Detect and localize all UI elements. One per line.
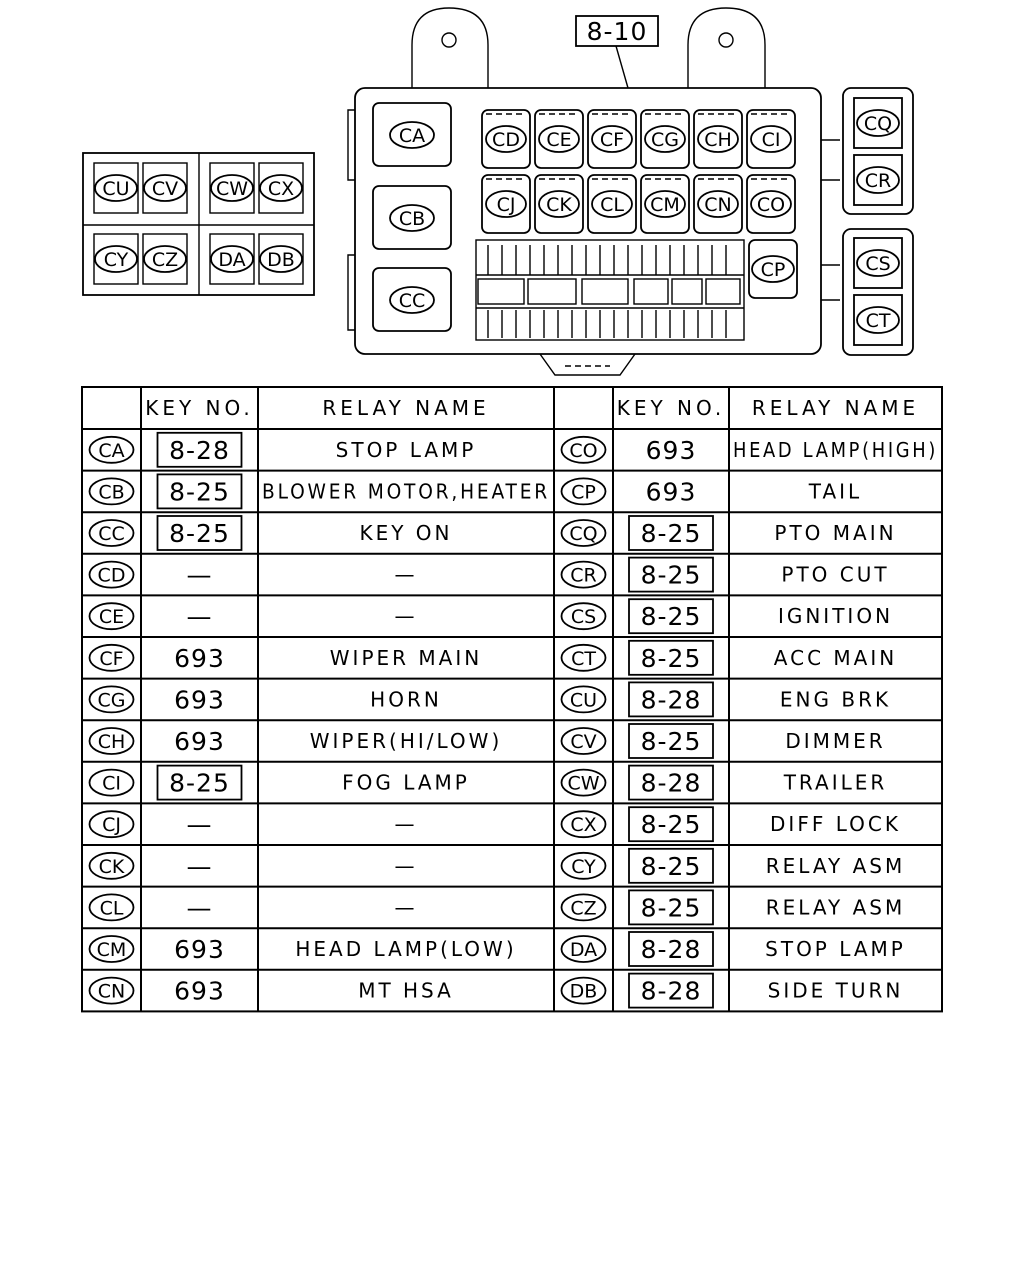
relay-name-left: BLOWER MOTOR,HEATER — [262, 479, 550, 504]
relay-name-right: SIDE TURN — [767, 978, 904, 1003]
key-no-right: 8-25 — [640, 727, 702, 756]
row-code-right-label: CZ — [570, 897, 597, 920]
row-code-right — [562, 478, 606, 504]
row-code-left — [90, 894, 134, 920]
relay-name-right: DIMMER — [785, 729, 886, 753]
relay-cm — [645, 191, 685, 217]
relay-cw-label: CW — [215, 178, 249, 200]
row-code-left-label: CI — [102, 772, 121, 795]
key-no-right: 8-28 — [640, 768, 702, 798]
relay-name-left: — — [394, 895, 418, 920]
row-code-right — [562, 686, 606, 712]
key-no-left: 693 — [174, 727, 225, 756]
relay-name-left: MT HSA — [358, 978, 454, 1003]
row-code-left — [90, 437, 134, 463]
relay-cf-label: CF — [599, 129, 625, 151]
row-code-left — [90, 603, 134, 629]
relay-name-right: PTO CUT — [781, 562, 890, 587]
relay-cj-label: CJ — [496, 194, 516, 216]
row-code-right-label: CR — [570, 564, 597, 587]
row-code-right-label: CX — [570, 814, 597, 837]
row-code-left-label: CN — [97, 980, 126, 1003]
relay-name-right: RELAY ASM — [765, 895, 906, 920]
relay-name-right: DIFF LOCK — [770, 812, 901, 837]
key-no-right: 8-25 — [640, 643, 702, 673]
relay-cv — [144, 175, 186, 201]
key-no-right: 8-25 — [640, 851, 702, 881]
relay-cj — [486, 191, 526, 217]
relay-name-right: IGNITION — [777, 604, 894, 629]
relay-ca — [390, 122, 434, 148]
key-no-left: — — [186, 560, 213, 590]
key-no-left: — — [186, 810, 213, 840]
table-row — [90, 724, 886, 758]
header-relay-name-right: RELAY NAME — [751, 396, 920, 420]
table-row — [90, 890, 906, 924]
key-no-left: 693 — [174, 935, 225, 964]
row-code-left — [90, 645, 134, 671]
key-no-right: 693 — [645, 435, 697, 465]
row-code-right — [562, 770, 606, 796]
relay-cf — [592, 126, 632, 152]
row-code-left-label: CM — [96, 939, 127, 961]
row-code-left — [90, 478, 134, 504]
row-code-left-label: CL — [99, 897, 124, 920]
relay-cv-label: CV — [151, 178, 179, 200]
table-row — [90, 974, 904, 1008]
row-code-right — [562, 936, 606, 962]
row-code-right-label: DB — [569, 980, 598, 1003]
relay-cq — [857, 110, 899, 136]
header-key-no-right: KEY NO. — [616, 396, 726, 420]
relay-cu-label: CU — [102, 178, 130, 200]
relay-cd-label: CD — [492, 129, 520, 151]
key-no-left: 693 — [174, 643, 225, 673]
key-no-right: 8-25 — [640, 560, 702, 590]
relay-cp-label: CP — [760, 259, 786, 281]
relay-cl — [592, 191, 632, 217]
row-code-right-label: CQ — [569, 523, 598, 545]
row-code-left — [90, 686, 134, 712]
key-no-left: — — [186, 602, 213, 632]
relay-cz — [144, 246, 186, 272]
table-row — [90, 932, 906, 966]
relay-table — [82, 387, 942, 1011]
relay-co — [751, 191, 791, 217]
row-code-left — [90, 978, 134, 1004]
relay-ca-label: CA — [398, 125, 426, 147]
relay-cr — [857, 167, 899, 193]
row-code-left — [90, 520, 134, 546]
relay-cy — [95, 246, 137, 272]
relay-name-left: — — [394, 853, 418, 878]
key-no-right: 8-28 — [640, 976, 702, 1006]
header-key-no: KEY NO. — [145, 396, 254, 420]
row-code-left — [90, 936, 134, 962]
relay-name-left: — — [394, 812, 418, 837]
relay-name-left: STOP LAMP — [335, 437, 477, 462]
key-no-right: 693 — [645, 477, 697, 507]
relay-cc — [390, 287, 434, 313]
relay-cx — [260, 175, 302, 201]
relay-name-left: — — [394, 604, 418, 629]
relay-cy-label: CY — [103, 249, 129, 271]
relay-cr-label: CR — [864, 170, 892, 192]
row-code-left-label: CB — [98, 481, 125, 504]
row-code-right — [562, 562, 606, 588]
relay-name-left: HORN — [370, 687, 442, 712]
row-code-left-label: CG — [97, 689, 126, 712]
row-code-left — [90, 562, 134, 588]
row-code-right-label: CY — [571, 855, 596, 878]
relay-cp — [752, 256, 794, 282]
table-row — [90, 558, 890, 592]
relay-ck-label: CK — [546, 194, 572, 216]
row-code-right — [562, 978, 606, 1004]
relay-db — [260, 246, 302, 272]
table-row — [90, 516, 897, 550]
relay-name-right: ENG BRK — [779, 687, 892, 712]
relay-ck — [539, 191, 579, 217]
relay-ct — [857, 307, 899, 333]
relay-cb — [390, 205, 434, 231]
relay-name-right: TRAILER — [783, 770, 888, 795]
row-code-left — [90, 853, 134, 879]
relay-cz-label: CZ — [151, 249, 179, 271]
key-no-left: 8-28 — [169, 435, 230, 465]
row-code-left-label: CF — [99, 647, 124, 670]
key-no-left: 8-25 — [169, 768, 230, 798]
key-no-left: 693 — [174, 685, 225, 715]
table-row — [90, 433, 939, 467]
table-row — [90, 849, 906, 883]
table-row — [90, 599, 894, 633]
header-relay-name: RELAY NAME — [322, 396, 490, 420]
relay-cg — [645, 126, 685, 152]
row-code-left — [90, 728, 134, 754]
relay-ci — [751, 126, 791, 152]
relay-cg-label: CG — [651, 129, 679, 151]
row-code-left-label: CA — [98, 439, 125, 462]
row-code-right — [562, 811, 606, 837]
row-code-right-label: DA — [569, 939, 598, 961]
row-code-left-label: CC — [98, 523, 125, 545]
relay-cq-label: CQ — [863, 113, 893, 135]
row-code-right-label: CS — [570, 606, 597, 629]
key-no-right: 8-25 — [640, 519, 702, 548]
row-code-right — [562, 603, 606, 629]
relay-db-label: DB — [267, 249, 295, 271]
relay-cx-label: CX — [267, 178, 295, 200]
relay-ci-label: CI — [761, 129, 781, 151]
row-code-left — [90, 811, 134, 837]
relay-name-right: STOP LAMP — [765, 937, 906, 961]
row-code-right — [562, 894, 606, 920]
row-code-right — [562, 728, 606, 754]
relay-cn-label: CN — [704, 194, 732, 216]
key-no-left: 8-25 — [169, 477, 230, 507]
relay-name-right: PTO MAIN — [774, 521, 897, 545]
row-code-left-label: CD — [97, 564, 126, 587]
relay-da-label: DA — [218, 249, 246, 271]
row-code-left-label: CE — [98, 606, 125, 629]
key-no-left: 693 — [174, 976, 225, 1006]
table-row — [90, 474, 863, 508]
row-code-right — [562, 520, 606, 546]
relay-cl-label: CL — [600, 194, 624, 216]
table-row — [90, 807, 901, 841]
relay-name-right: ACC MAIN — [773, 645, 898, 670]
row-code-right-label: CW — [567, 772, 600, 795]
ref-callout — [576, 16, 658, 46]
row-code-right-label: CT — [571, 647, 596, 670]
relay-name-left: HEAD LAMP(LOW) — [295, 937, 517, 961]
relay-ch — [698, 126, 738, 152]
relay-da — [211, 246, 253, 272]
relay-name-right: RELAY ASM — [765, 853, 906, 878]
relay-cd — [486, 126, 526, 152]
row-code-right-label: CP — [571, 481, 596, 504]
relay-cw — [211, 175, 253, 201]
key-no-left: 8-25 — [169, 519, 230, 548]
relay-ch-label: CH — [704, 129, 732, 151]
relay-name-left: WIPER MAIN — [329, 645, 483, 670]
relay-cs — [857, 250, 899, 276]
relay-name-right: TAIL — [808, 479, 863, 504]
relay-name-right: HEAD LAMP(HIGH) — [733, 437, 938, 462]
table-row — [90, 766, 888, 800]
relay-ce-label: CE — [546, 129, 572, 151]
key-no-right: 8-28 — [640, 685, 702, 715]
table-row — [90, 641, 898, 675]
row-code-left-label: CH — [97, 731, 126, 753]
relay-name-left: KEY ON — [359, 521, 453, 545]
row-code-right-label: CU — [569, 689, 598, 712]
relay-cb-label: CB — [398, 208, 426, 230]
relay-ce — [539, 126, 579, 152]
key-no-left: — — [186, 851, 213, 881]
table-row — [90, 682, 892, 716]
relay-cs-label: CS — [865, 253, 891, 275]
relay-co-label: CO — [756, 194, 786, 216]
key-no-right: 8-25 — [640, 602, 702, 632]
ref-callout-label: 8-10 — [586, 17, 648, 46]
relay-name-left: FOG LAMP — [342, 770, 470, 795]
row-code-right — [562, 853, 606, 879]
key-no-right: 8-25 — [640, 810, 702, 840]
row-code-left — [90, 770, 134, 796]
row-code-right — [562, 437, 606, 463]
row-code-right-label: CV — [570, 731, 597, 753]
relay-ct-label: CT — [865, 310, 891, 332]
relay-name-left: — — [394, 562, 418, 587]
row-code-right — [562, 645, 606, 671]
row-code-left-label: CK — [98, 855, 125, 878]
relay-cc-label: CC — [398, 290, 426, 312]
key-no-right: 8-28 — [640, 935, 702, 964]
relay-name-left: WIPER(HI/LOW) — [309, 729, 503, 753]
relay-cn — [698, 191, 738, 217]
relay-cu — [95, 175, 137, 201]
key-no-right: 8-25 — [640, 893, 702, 923]
row-code-right-label: CO — [569, 439, 598, 462]
row-code-left-label: CJ — [102, 814, 121, 837]
key-no-left: — — [186, 893, 213, 923]
relay-cm-label: CM — [650, 194, 680, 216]
